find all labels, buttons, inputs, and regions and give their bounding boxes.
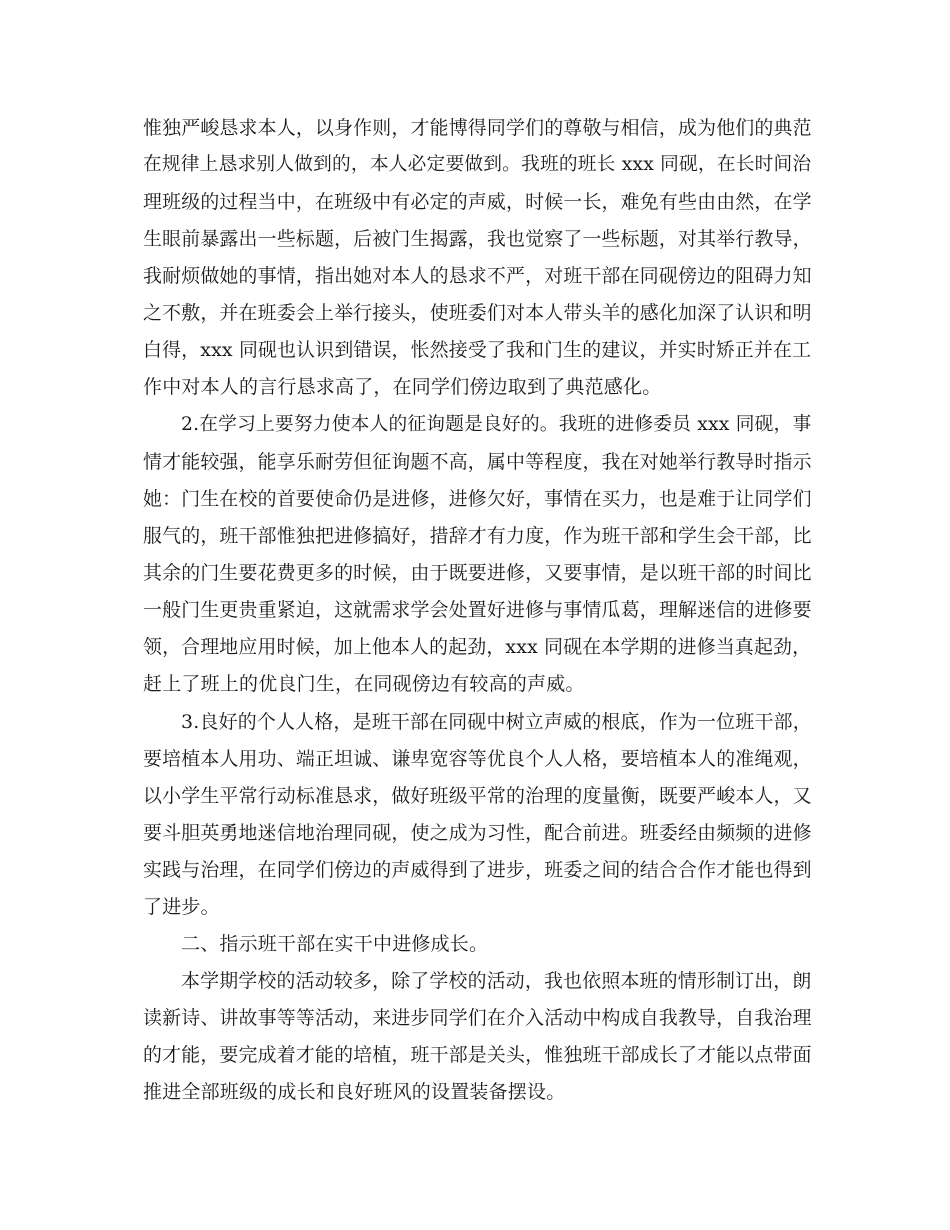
text-line: 我耐烦做她的事情，指出她对本人的恳求不严，对班干部在同砚傍边的阻碍力知 — [143, 265, 812, 287]
text-line: 推进全部班级的成长和良好班风的设置装备摆设。 — [143, 1081, 566, 1103]
paragraph-start: 本学期学校的活动较多，除了学校的活动，我也依照本班的情形制订出，朗 — [181, 970, 812, 992]
text-line: 白得，xxx 同砚也认识到错误，怅然接受了我和门生的建议，并实时矫正并在工 — [143, 339, 812, 361]
text-line: 领，合理地应用时候，加上他本人的起劲，xxx 同砚在本学期的进修当真起劲， — [143, 636, 812, 658]
text-line: 在规律上恳求别人做到的，本人必定要做到。我班的班长 xxx 同砚，在长时间治 — [143, 154, 812, 175]
text-line: 赶上了班上的优良门生，在同砚傍边有较高的声威。 — [143, 673, 585, 695]
text-line: 实践与治理，在同学们傍边的声威得到了进步，班委之间的结合合作才能也得到 — [143, 859, 812, 881]
section-heading: 二、指示班干部在实干中进修成长。 — [181, 933, 489, 955]
text-line: 情才能较强，能享乐耐劳但征询题不高，属中等程度，我在对她举行教导时指示 — [143, 451, 812, 473]
text-line: 之不敷，并在班委会上举行接头，使班委们对本人带头羊的感化加深了认识和明 — [143, 302, 812, 324]
text-line: 理班级的过程当中，在班级中有必定的声威，时候一长，难免有些由由然，在学 — [143, 191, 812, 213]
text-line: 读新诗、讲故事等等活动，来进步同学们在介入活动中构成自我教导，自我治理 — [143, 1007, 812, 1029]
text-line: 惟独严峻恳求本人，以身作则，才能博得同学们的尊敬与相信，成为他们的典范 — [143, 117, 812, 139]
text-line: 她：门生在校的首要使命仍是进修，进修欠好，事情在买力，也是难于让同学们 — [143, 488, 812, 510]
text-line: 了进步。 — [143, 896, 220, 918]
text-line: 要斗胆英勇地迷信地治理同砚，使之成为习性，配合前进。班委经由频频的进修 — [143, 822, 812, 844]
text-line: 以小学生平常行动标准恳求，做好班级平常的治理的度量衡，既要严峻本人，又 — [143, 785, 812, 807]
paragraph-start: 2.在学习上要努力使本人的征询题是良好的。我班的进修委员 xxx 同砚，事 — [181, 414, 812, 435]
paragraph-start: 3.良好的个人人格，是班干部在同砚中树立声威的根底，作为一位班干部， — [181, 711, 812, 733]
text-line: 服气的，班干部惟独把进修搞好，措辞才有力度，作为班干部和学生会干部，比 — [143, 525, 812, 547]
text-line: 要培植本人用功、端正坦诚、谦卑宽容等优良个人人格，要培植本人的准绳观， — [143, 748, 812, 770]
text-line: 一般门生更贵重紧迫，这就需求学会处置好进修与事情瓜葛，理解迷信的进修要 — [143, 599, 812, 621]
text-line: 生眼前暴露出一些标题，后被门生揭露，我也觉察了一些标题，对其举行教导， — [143, 228, 812, 250]
text-line: 作中对本人的言行恳求高了，在同学们傍边取到了典范感化。 — [143, 376, 662, 398]
text-line: 的才能，要完成着才能的培植，班干部是关头，惟独班干部成长了才能以点带面 — [143, 1044, 812, 1066]
text-line: 其余的门生要花费更多的时候，由于既要进修，又要事情，是以班干部的时间比 — [143, 562, 812, 584]
